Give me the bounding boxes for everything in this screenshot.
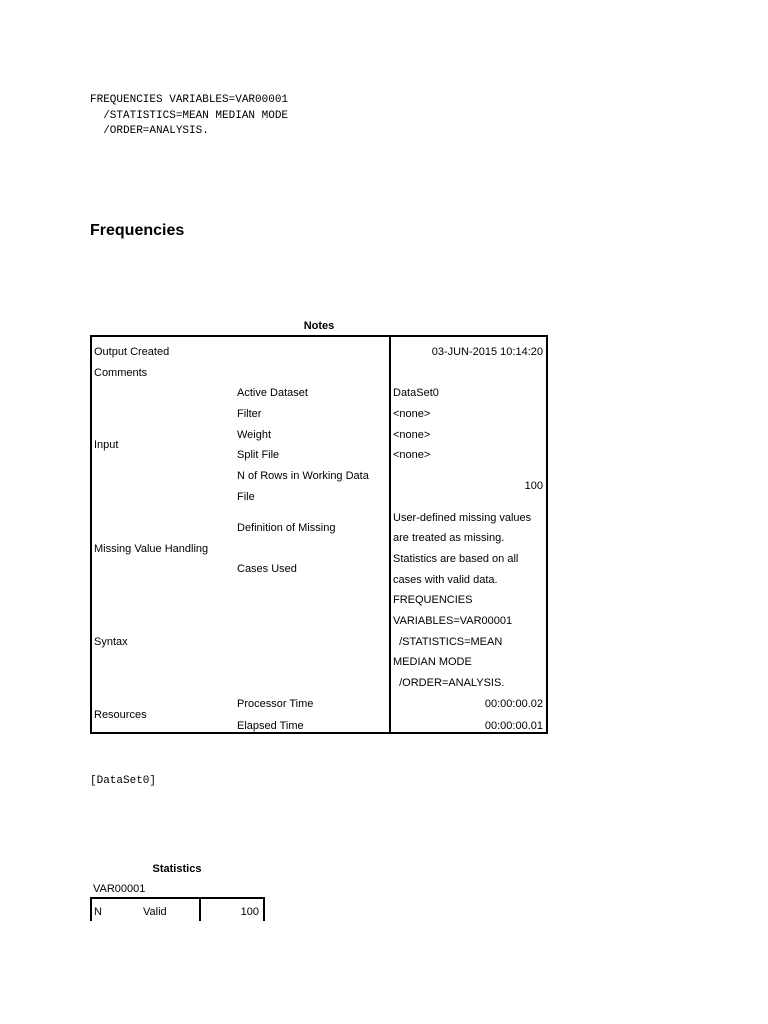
- input-label: Input: [94, 439, 119, 451]
- split-file-label: Split File: [237, 449, 280, 461]
- active-dataset-label: Active Dataset: [237, 387, 308, 399]
- statistics-table: [90, 897, 265, 921]
- missing-value-handling-label: Missing Value Handling: [94, 543, 209, 555]
- syntax-value-line: /ORDER=ANALYSIS.: [393, 677, 505, 689]
- syntax-line: FREQUENCIES VARIABLES=VAR00001: [90, 94, 289, 106]
- active-dataset-value: DataSet0: [393, 387, 439, 399]
- processor-time-label: Processor Time: [237, 698, 314, 710]
- syntax-line: /STATISTICS=MEAN MEDIAN MODE: [90, 109, 289, 122]
- syntax-block: [90, 93, 288, 140]
- output-created-value: 03-JUN-2015 10:14:20: [431, 346, 543, 358]
- statistics-table-caption: Statistics: [152, 863, 202, 875]
- definition-value-line-2: are treated as missing.: [393, 532, 505, 544]
- weight-value: <none>: [393, 429, 431, 441]
- n-label: N: [94, 906, 102, 918]
- notes-table-caption: Notes: [303, 320, 335, 332]
- filter-value: <none>: [393, 408, 431, 420]
- cases-used-label: Cases Used: [237, 563, 297, 575]
- syntax-value-line: MEDIAN MODE: [393, 656, 472, 668]
- split-file-value: <none>: [393, 449, 431, 461]
- output-created-label: Output Created: [94, 346, 170, 358]
- cases-used-value-line-2: cases with valid data.: [393, 574, 498, 586]
- n-rows-value: 100: [524, 480, 543, 492]
- elapsed-time-label: Elapsed Time: [237, 720, 304, 732]
- definition-of-missing-label: Definition of Missing: [237, 522, 336, 534]
- n-rows-label-line-1: N of Rows in Working Data: [237, 470, 369, 482]
- cases-used-value-line-1: Statistics are based on all: [393, 553, 519, 565]
- comments-label: Comments: [94, 367, 148, 379]
- syntax-value-line: /STATISTICS=MEAN: [393, 636, 503, 648]
- syntax-line: /ORDER=ANALYSIS.: [90, 125, 209, 137]
- definition-value-line-1: User-defined missing values: [393, 512, 532, 524]
- section-title: Frequencies: [90, 222, 185, 239]
- statistics-variable-name: VAR00001: [93, 883, 146, 895]
- n-rows-label-line-2: File: [237, 491, 255, 503]
- resources-label: Resources: [94, 709, 147, 721]
- valid-value: 100: [240, 906, 259, 918]
- dataset-label: [DataSet0]: [90, 775, 157, 787]
- syntax-value-line: FREQUENCIES: [393, 594, 473, 606]
- elapsed-time-value: 00:00:00.01: [484, 720, 543, 732]
- syntax-value-line: VARIABLES=VAR00001: [393, 615, 513, 627]
- notes-table: [90, 335, 548, 734]
- table-divider: [389, 337, 391, 732]
- valid-label: Valid: [143, 906, 167, 918]
- table-divider: [199, 899, 201, 921]
- processor-time-value: 00:00:00.02: [484, 698, 543, 710]
- filter-label: Filter: [237, 408, 262, 420]
- weight-label: Weight: [237, 429, 272, 441]
- syntax-label: Syntax: [94, 636, 128, 648]
